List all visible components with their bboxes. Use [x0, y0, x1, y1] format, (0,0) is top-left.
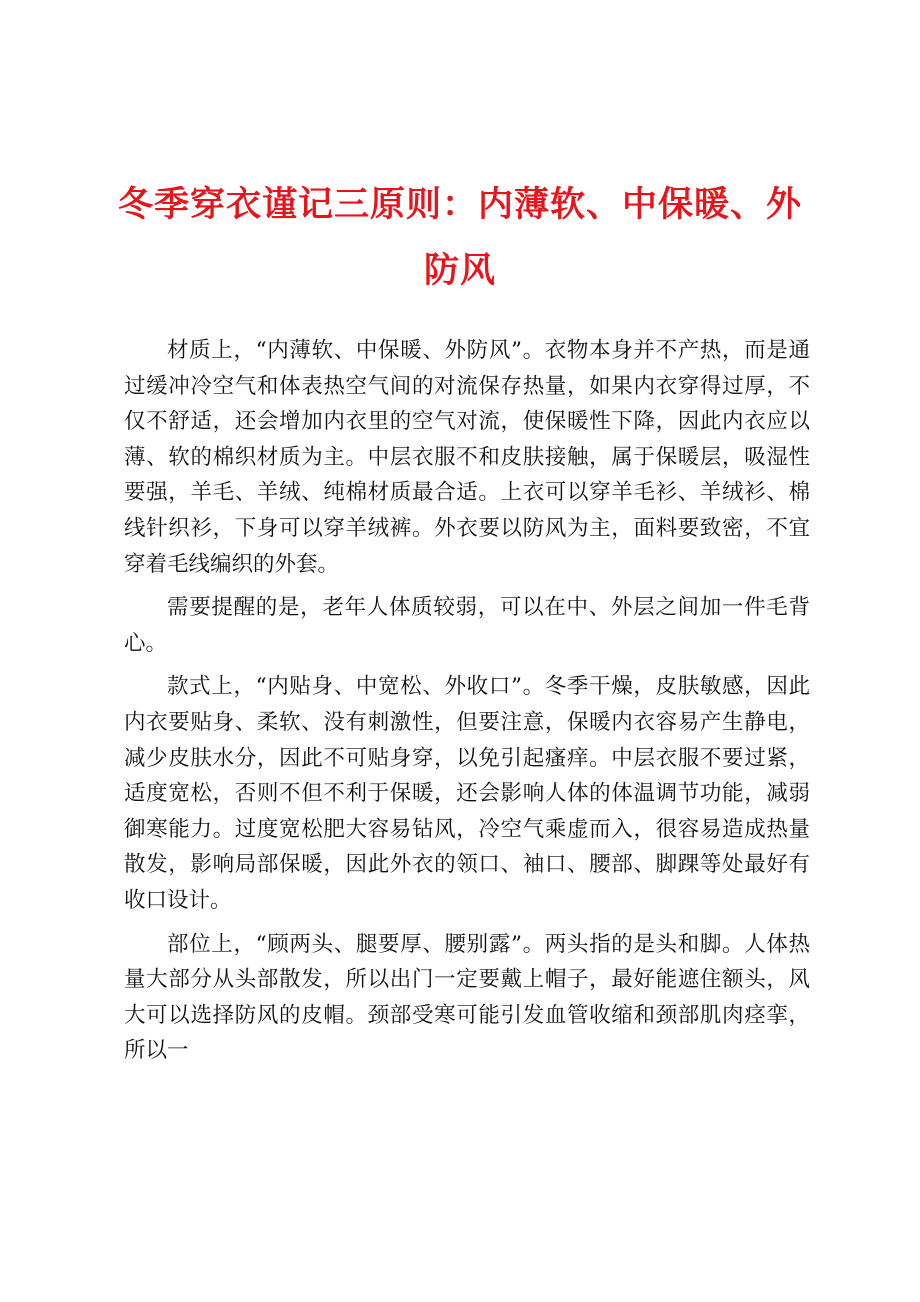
document-title: 冬季穿衣谨记三原则：内薄软、中保暖、外防风 [117, 184, 802, 291]
paragraph-style: 款式上，“内贴身、中宽松、外收口”。冬季干燥，皮肤敏感，因此内衣要贴身、柔软、没有刺激性，但要注意，保暖内衣容易产生静电，减少皮肤水分，因此不可贴身穿，以免引起瘙痒。中层衣服不要过紧，适度宽松，否则不但不利于保暖，还会影响人体的体温调节功能，减弱御寒能力。过度宽松肥大容易钻风，冷空气乘虚而入，很容易造成热量散发，影响局部保暖，因此外衣的领口、袖口、腰部、脚踝等处最好有收口设计。 [124, 674, 810, 913]
paragraph-body-parts: 部位上，“顾两头、腿要厚、腰别露”。两头指的是头和脚。人体热量大部分从头部散发，所以出门一定要戴上帽子，最好能遮住额头，风大可以选择防风的皮帽。颈部受寒可能引发血管收缩和颈部肌肉痉挛，所以一 [124, 931, 810, 1064]
paragraph-material: 材质上，“内薄软、中保暖、外防风”。衣物本身并不产热，而是通过缓冲冷空气和体表热空气间的对流保存热量，如果内衣穿得过厚，不仅不舒适，还会增加内衣里的空气对流，使保暖性下降，因此内衣应以薄、软的棉织材质为主。中层衣服不和皮肤接触，属于保暖层，吸湿性要强，羊毛、羊绒、纯棉材质最合适。上衣可以穿羊毛衫、羊绒衫、棉线针织衫，下身可以穿羊绒裤。外衣要以防风为主，面料要致密，不宜穿着毛线编织的外套。 [124, 338, 810, 577]
document-body [124, 333, 810, 1077]
paragraph-elderly-reminder: 需要提醒的是，老年人体质较弱，可以在中、外层之间加一件毛背心。 [124, 595, 810, 656]
